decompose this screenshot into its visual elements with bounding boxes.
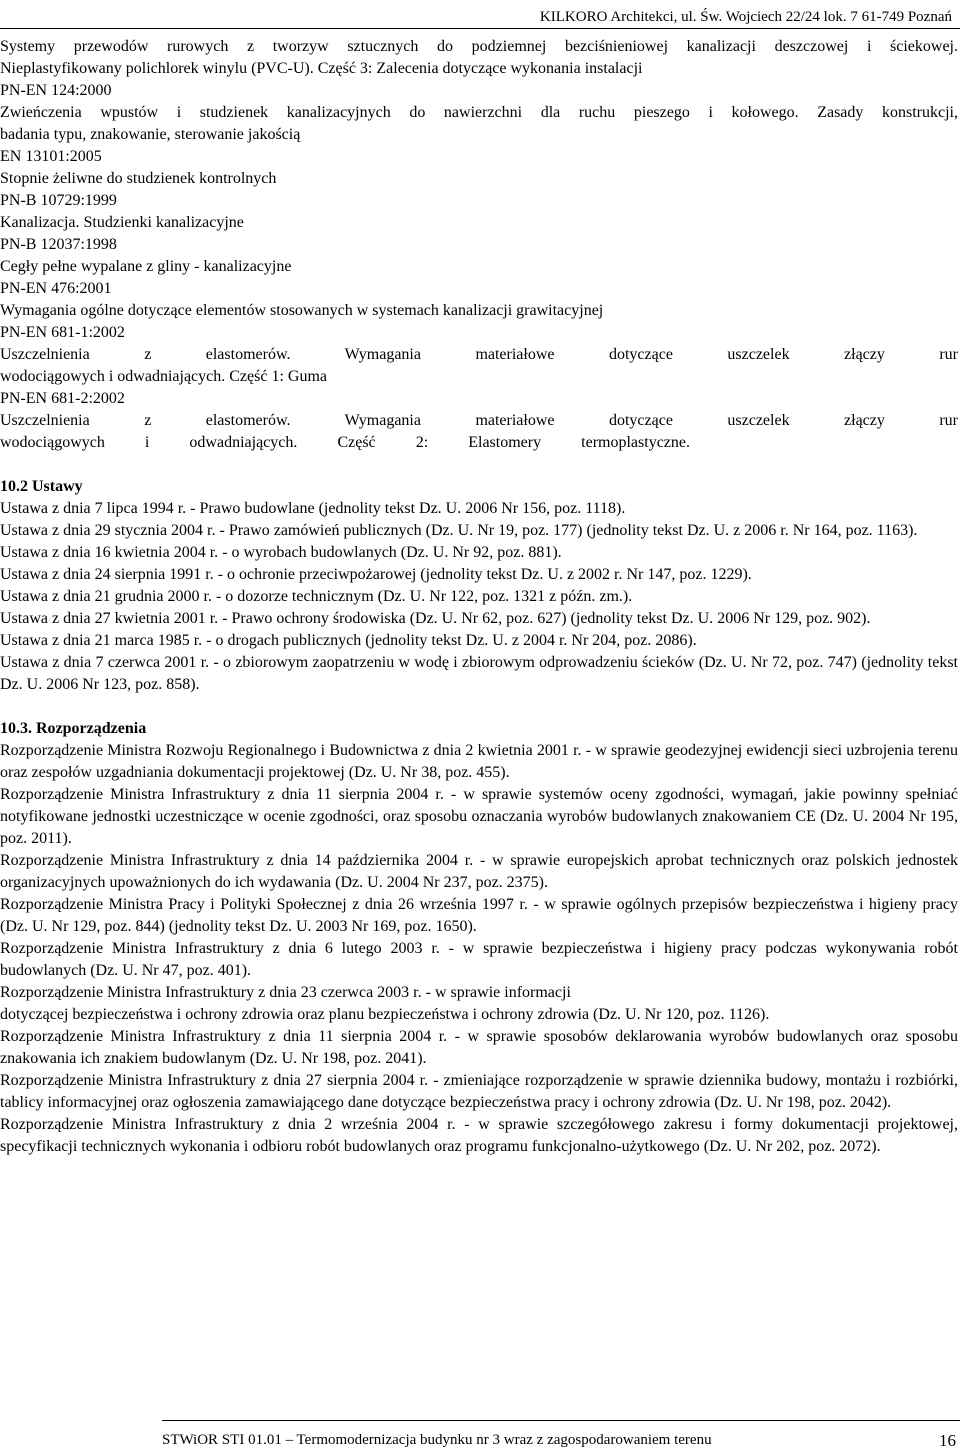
legal-act: Ustawa z dnia 21 grudnia 2000 r. - o dozorze technicznym (Dz. U. Nr 122, poz. 1321 z późn. zm.). xyxy=(0,588,633,605)
regulation: Rozporządzenie Ministra Infrastruktury z dnia 27 sierpnia 2004 r. - zmieniające rozporządzenie w sprawie dziennika budowy, montażu i rozbiórki, tablicy informacyjnej oraz ogłoszenia zamawiającego dane dotyczące bezpieczeństwa pracy i ochrony zdrowia (Dz. U. Nr 198, poz. 2042). xyxy=(0,1072,958,1111)
standards-list xyxy=(0,36,958,454)
section-title: Rozporządzenia xyxy=(36,720,147,737)
header-rule xyxy=(0,28,960,29)
standard-line: wodociągowych i odwadniających. Część 1: Guma xyxy=(0,368,328,385)
section-heading xyxy=(0,718,958,740)
legal-act: Ustawa z dnia 24 sierpnia 1991 r. - o ochronie przeciwpożarowej (jednolity tekst Dz. U. z 2002 r. Nr 147, poz. 1229). xyxy=(0,566,752,583)
standard-line: PN-EN 124:2000 xyxy=(0,82,112,99)
standard-line: Stopnie żeliwne do studzienek kontrolnych xyxy=(0,170,277,187)
regulation: Rozporządzenie Ministra Pracy i Polityki Społecznej z dnia 26 września 1997 r. - w sprawie ogólnych przepisów bezpieczeństwa i higieny pracy (Dz. U. Nr 129, poz. 844) (jednolity tekst Dz. U. 2003 Nr 169, poz. 1650). xyxy=(0,896,958,935)
standard-line: Zwieńczenia wpustów i studzienek kanalizacyjnych do nawierzchni dla ruchu pieszego i kołowego. Zasady konstrukcji, xyxy=(0,104,958,121)
section-number: 10.2 xyxy=(0,478,28,495)
section-number: 10.3. xyxy=(0,720,32,737)
standard-line: PN-B 12037:1998 xyxy=(0,236,117,253)
legal-act: Ustawa z dnia 27 kwietnia 2001 r. - Prawo ochrony środowiska (Dz. U. Nr 62, poz. 627) (jednolity tekst Dz. U. 2006 Nr 129, poz. 902). xyxy=(0,610,871,627)
regulation: Rozporządzenie Ministra Infrastruktury z dnia 11 sierpnia 2004 r. - w sprawie sposobów deklarowania wyrobów budowlanych oraz sposobu znakowania ich znakiem budowlanym (Dz. U. Nr 198, poz. 2041). xyxy=(0,1028,958,1067)
page-number: 16 xyxy=(939,1431,956,1450)
regulation: Rozporządzenie Ministra Infrastruktury z dnia 2 września 2004 r. - w sprawie szczegółowego zakresu i formy dokumentacji projektowej, specyfikacji technicznych wykonania i odbioru robót budowlanych oraz programu funkcjonalno-użytkowego (Dz. U. Nr 202, poz. 2072). xyxy=(0,1116,958,1155)
standard-line: PN-EN 476:2001 xyxy=(0,280,112,297)
standard-line: EN 13101:2005 xyxy=(0,148,102,165)
standard-line: PN-EN 681-1:2002 xyxy=(0,324,125,341)
legal-act: Ustawa z dnia 7 lipca 1994 r. - Prawo budowlane (jednolity tekst Dz. U. 2006 Nr 156, poz. 1118). xyxy=(0,500,626,517)
standard-line: Uszczelnienia z elastomerów. Wymagania materiałowe dotyczące uszczelek złączy rur xyxy=(0,412,958,429)
standard-line: Nieplastyfikowany polichlorek winylu (PVC-U). Część 3: Zalecenia dotyczące wykonania instalacji xyxy=(0,60,643,77)
regulation: Rozporządzenie Ministra Infrastruktury z dnia 14 października 2004 r. - w sprawie europejskich aprobat technicznych oraz polskich jednostek organizacyjnych upoważnionych do ich wydawania (Dz. U. 2004 Nr 237, poz. 2375). xyxy=(0,852,958,891)
standard-line: PN-B 10729:1999 xyxy=(0,192,117,209)
footer-rule xyxy=(162,1420,960,1421)
standard-line: Systemy przewodów rurowych z tworzyw sztucznych do podziemnej bezciśnieniowej kanalizacji deszczowej i ściekowej. xyxy=(0,38,958,55)
document-body xyxy=(0,36,958,1158)
section-heading xyxy=(0,476,958,498)
standard-line: Kanalizacja. Studzienki kanalizacyjne xyxy=(0,214,244,231)
page-footer: STWiOR STI 01.01 – Termomodernizacja budynku nr 3 wraz z zagospodarowaniem terenu xyxy=(162,1432,712,1448)
legal-act: Ustawa z dnia 29 stycznia 2004 r. - Prawo zamówień publicznych (Dz. U. Nr 19, poz. 177) (jednolity tekst Dz. U. z 2006 r. Nr 164, poz. 1163). xyxy=(0,522,918,539)
legal-act: Ustawa z dnia 21 marca 1985 r. - o drogach publicznych (jednolity tekst Dz. U. z 2004 r. Nr 204, poz. 2086). xyxy=(0,632,697,649)
standard-line: Wymagania ogólne dotyczące elementów stosowanych w systemach kanalizacji grawitacyjnej xyxy=(0,302,604,319)
regulation: Rozporządzenie Ministra Infrastruktury z dnia 23 czerwca 2003 r. - w sprawie informacji xyxy=(0,984,571,1001)
regulation: dotyczącej bezpieczeństwa i ochrony zdrowia oraz planu bezpieczeństwa i ochrony zdrowia (Dz. U. Nr 120, poz. 1126). xyxy=(0,1006,770,1023)
legal-act: Ustawa z dnia 7 czerwca 2001 r. - o zbiorowym zaopatrzeniu w wodę i zbiorowym odprowadzeniu ścieków (Dz. U. Nr 72, poz. 747) (jednolity tekst Dz. U. 2006 Nr 123, poz. 858). xyxy=(0,654,958,693)
section-rozporzadzenia xyxy=(0,718,958,1158)
standard-line: wodociągowych i odwadniających. Część 2: Elastomery termoplastyczne. xyxy=(0,434,690,451)
page-header: KILKORO Architekci, ul. Św. Wojciech 22/24 lok. 7 61-749 Poznań xyxy=(539,9,952,25)
standard-line: Cegły pełne wypalane z gliny - kanalizacyjne xyxy=(0,258,292,275)
section-title: Ustawy xyxy=(32,478,83,495)
standard-line: Uszczelnienia z elastomerów. Wymagania materiałowe dotyczące uszczelek złączy rur xyxy=(0,346,958,363)
legal-act: Ustawa z dnia 16 kwietnia 2004 r. - o wyrobach budowlanych (Dz. U. Nr 92, poz. 881). xyxy=(0,544,562,561)
regulation: Rozporządzenie Ministra Infrastruktury z dnia 6 lutego 2003 r. - w sprawie bezpieczeństwa i higieny pracy podczas wykonywania robót budowlanych (Dz. U. Nr 47, poz. 401). xyxy=(0,940,958,979)
regulation: Rozporządzenie Ministra Rozwoju Regionalnego i Budownictwa z dnia 2 kwietnia 2001 r. - w sprawie geodezyjnej ewidencji sieci uzbrojenia terenu oraz zespołów uzgadniania dokumentacji projektowej (Dz. U. Nr 38, poz. 455). xyxy=(0,742,958,781)
standard-line: PN-EN 681-2:2002 xyxy=(0,390,125,407)
regulation: Rozporządzenie Ministra Infrastruktury z dnia 11 sierpnia 2004 r. - w sprawie systemów oceny zgodności, wymagań, jakie powinny spełniać notyfikowane jednostki uczestniczące w ocenie zgodności, oraz sposobu oznaczania wyrobów budowlanych znakowaniem CE (Dz. U. 2004 Nr 195, poz. 2011). xyxy=(0,786,958,847)
standard-line: badania typu, znakowanie, sterowanie jakością xyxy=(0,126,301,143)
section-ustawy xyxy=(0,476,958,696)
